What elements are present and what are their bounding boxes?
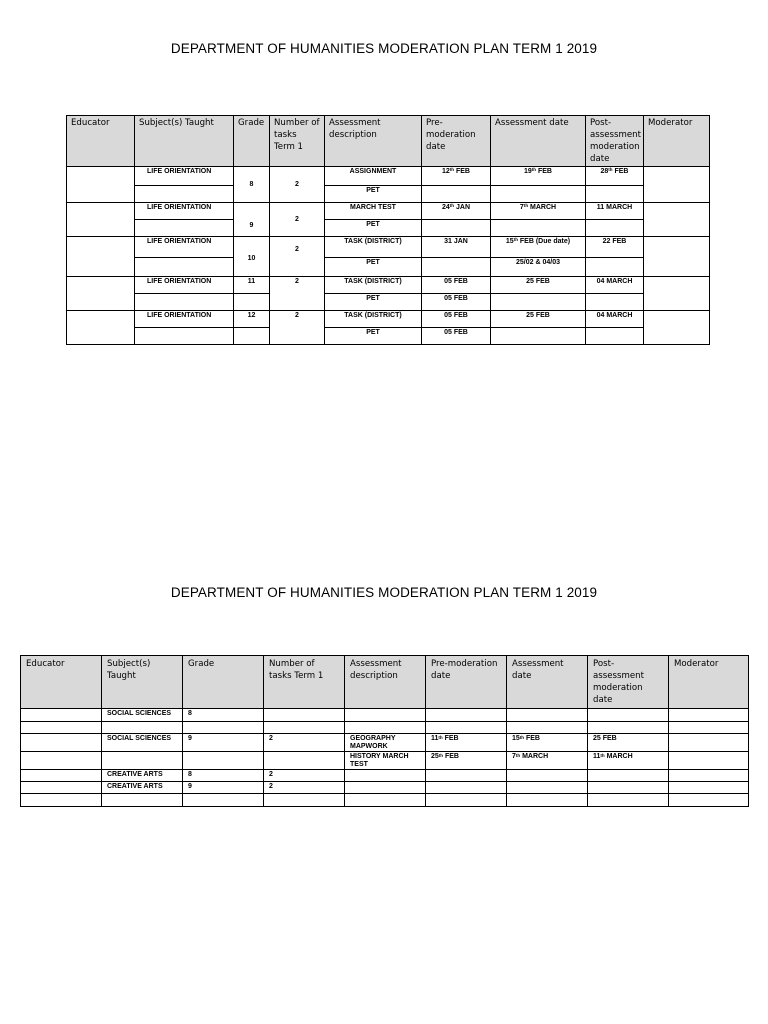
table-row [21,734,749,752]
table-header-row [67,116,710,167]
header-assessment-description: Assessment description [345,656,426,709]
assessment-description-cell [345,722,426,734]
page-title: DEPARTMENT OF HUMANITIES MODERATION PLAN TERM 1 2019 [170,41,598,56]
grade-cell: 9 [183,782,264,794]
educator-cell [21,734,102,752]
tasks-cell: 2 [270,237,325,277]
tasks-cell: 2 [264,770,345,782]
assessment-date-cell [507,722,588,734]
grade-cell: 8 [183,770,264,782]
header-assessment-date: Assessment date [491,116,586,167]
assessment-date-cell: 7th MARCH [491,203,586,220]
grade-cell [234,294,270,311]
subject-cell: CREATIVE ARTS [102,770,183,782]
subject-cell [135,328,234,345]
post-moderation-cell [588,794,669,807]
post-moderation-cell: 28th FEB [586,167,644,186]
grade-cell: 8 [183,709,264,722]
moderator-cell [669,752,749,770]
post-moderation-cell [588,722,669,734]
educator-cell [21,722,102,734]
assessment-date-cell: 7th MARCH [507,752,588,770]
assessment-description-cell: PET [325,220,422,237]
assessment-description-cell [345,782,426,794]
tasks-cell [264,722,345,734]
post-moderation-cell: 04 MARCH [586,311,644,328]
grade-cell: 12 [234,311,270,328]
post-moderation-cell [588,770,669,782]
header-grade: Grade [234,116,270,167]
table-header-row [21,656,749,709]
educator-cell [21,752,102,770]
subject-cell: LIFE ORIENTATION [135,277,234,294]
assessment-description-cell [345,709,426,722]
tasks-cell [264,794,345,807]
pre-moderation-cell: 25th FEB [426,752,507,770]
moderator-cell [644,311,710,345]
assessment-description-cell [345,794,426,807]
pre-moderation-cell: 12th FEB [422,167,491,186]
header-moderator: Moderator [644,116,710,167]
table-row [67,203,710,220]
subject-cell [135,186,234,203]
subject-cell: LIFE ORIENTATION [135,311,234,328]
pre-moderation-cell [426,794,507,807]
tasks-cell: 2 [270,311,325,345]
header-grade: Grade [183,656,264,709]
header-moderator: Moderator [669,656,749,709]
assessment-date-cell [507,770,588,782]
assessment-description-cell: TASK (DISTRICT) [325,277,422,294]
post-moderation-cell: 25 FEB [588,734,669,752]
post-moderation-cell: 11 MARCH [586,203,644,220]
header-post-moderation-date: Post-assessment moderation date [586,116,644,167]
assessment-date-cell: 15th FEB [507,734,588,752]
pre-moderation-cell: 05 FEB [422,277,491,294]
assessment-date-cell: 25 FEB [491,277,586,294]
assessment-description-cell: MARCH TEST [325,203,422,220]
assessment-date-cell: 15th FEB (Due date) [491,237,586,258]
header-tasks: Number of tasks Term 1 [264,656,345,709]
moderator-cell [644,167,710,203]
subject-cell: LIFE ORIENTATION [135,167,234,186]
assessment-date-cell [491,186,586,203]
assessment-description-cell: PET [325,328,422,345]
moderator-cell [669,709,749,722]
tasks-cell [264,752,345,770]
header-pre-moderation-date: Pre-moderation date [426,656,507,709]
moderator-cell [644,277,710,311]
assessment-date-cell [491,294,586,311]
pre-moderation-cell: 11th FEB [426,734,507,752]
educator-cell [67,277,135,311]
post-moderation-cell: 22 FEB [586,237,644,258]
post-moderation-cell [588,782,669,794]
post-moderation-cell [586,258,644,277]
moderator-cell [644,237,710,277]
assessment-date-cell [491,328,586,345]
header-educator: Educator [67,116,135,167]
table-row [21,794,749,807]
subject-cell [102,752,183,770]
grade-cell: 8 [234,167,270,203]
educator-cell [67,311,135,345]
assessment-description-cell [345,770,426,782]
post-moderation-cell: 04 MARCH [586,277,644,294]
header-assessment-date: Assessment date [507,656,588,709]
assessment-date-cell: 25 FEB [491,311,586,328]
subject-cell: CREATIVE ARTS [102,782,183,794]
educator-cell [21,782,102,794]
grade-cell [183,722,264,734]
subject-cell: SOCIAL SCIENCES [102,709,183,722]
pre-moderation-cell [422,258,491,277]
table-row [67,277,710,294]
pre-moderation-cell [426,782,507,794]
post-moderation-cell [586,220,644,237]
subject-cell [135,220,234,237]
pre-moderation-cell [426,709,507,722]
grade-cell: 9 [183,734,264,752]
moderator-cell [669,782,749,794]
table-row [67,311,710,328]
pre-moderation-cell: 05 FEB [422,328,491,345]
assessment-description-cell: PET [325,186,422,203]
moderator-cell [669,794,749,807]
page-title: DEPARTMENT OF HUMANITIES MODERATION PLAN TERM 1 2019 [170,585,598,600]
grade-cell: 10 [234,237,270,277]
moderator-cell [644,203,710,237]
tasks-cell: 2 [264,782,345,794]
assessment-description-cell: TASK (DISTRICT) [325,237,422,258]
grade-cell: 9 [234,203,270,237]
assessment-description-cell: HISTORY MARCH TEST [345,752,426,770]
educator-cell [67,203,135,237]
table-row [67,186,710,203]
post-moderation-cell [586,186,644,203]
pre-moderation-cell [422,220,491,237]
pre-moderation-cell: 05 FEB [422,311,491,328]
assessment-date-cell: 25/02 & 04/03 [491,258,586,277]
post-moderation-cell: 11th MARCH [588,752,669,770]
grade-cell [183,752,264,770]
pre-moderation-cell [422,186,491,203]
educator-cell [21,709,102,722]
moderation-plan-table-1 [66,115,710,345]
table-row [67,328,710,345]
assessment-date-cell: 19th FEB [491,167,586,186]
table-row [67,237,710,258]
post-moderation-cell [586,328,644,345]
pre-moderation-cell [426,770,507,782]
subject-cell: LIFE ORIENTATION [135,237,234,258]
tasks-cell [264,709,345,722]
pre-moderation-cell: 05 FEB [422,294,491,311]
assessment-date-cell [507,782,588,794]
subject-cell [135,258,234,277]
subject-cell [135,294,234,311]
table-row [21,752,749,770]
assessment-date-cell [507,794,588,807]
assessment-description-cell: GEOGRAPHY MAPWORK [345,734,426,752]
moderator-cell [669,770,749,782]
tasks-cell: 2 [264,734,345,752]
pre-moderation-cell: 24th JAN [422,203,491,220]
moderator-cell [669,722,749,734]
assessment-date-cell [491,220,586,237]
grade-cell [234,328,270,345]
table-row [67,167,710,186]
subject-cell [102,722,183,734]
table-row [21,722,749,734]
table-row [67,258,710,277]
header-tasks: Number of tasks Term 1 [270,116,325,167]
table-row [67,294,710,311]
header-pre-moderation-date: Pre-moderation date [422,116,491,167]
educator-cell [67,237,135,277]
tasks-cell: 2 [270,167,325,203]
subject-cell [102,794,183,807]
subject-cell: SOCIAL SCIENCES [102,734,183,752]
table-row [67,220,710,237]
subject-cell: LIFE ORIENTATION [135,203,234,220]
assessment-description-cell: PET [325,294,422,311]
pre-moderation-cell [426,722,507,734]
assessment-description-cell: TASK (DISTRICT) [325,311,422,328]
header-assessment-description: Assessment description [325,116,422,167]
moderator-cell [669,734,749,752]
assessment-date-cell [507,709,588,722]
post-moderation-cell [588,709,669,722]
table-row [21,782,749,794]
post-moderation-cell [586,294,644,311]
moderation-plan-table-2 [20,655,749,807]
educator-cell [67,167,135,203]
header-post-moderation-date: Post- assessment moderation date [588,656,669,709]
header-educator: Educator [21,656,102,709]
table-row [21,709,749,722]
grade-cell [183,794,264,807]
educator-cell [21,794,102,807]
educator-cell [21,770,102,782]
grade-cell: 11 [234,277,270,294]
pre-moderation-cell: 31 JAN [422,237,491,258]
assessment-description-cell: PET [325,258,422,277]
tasks-cell: 2 [270,277,325,311]
header-subject: Subject(s) Taught [102,656,183,709]
tasks-cell: 2 [270,203,325,237]
header-subject: Subject(s) Taught [135,116,234,167]
table-row [21,770,749,782]
assessment-description-cell: ASSIGNMENT [325,167,422,186]
